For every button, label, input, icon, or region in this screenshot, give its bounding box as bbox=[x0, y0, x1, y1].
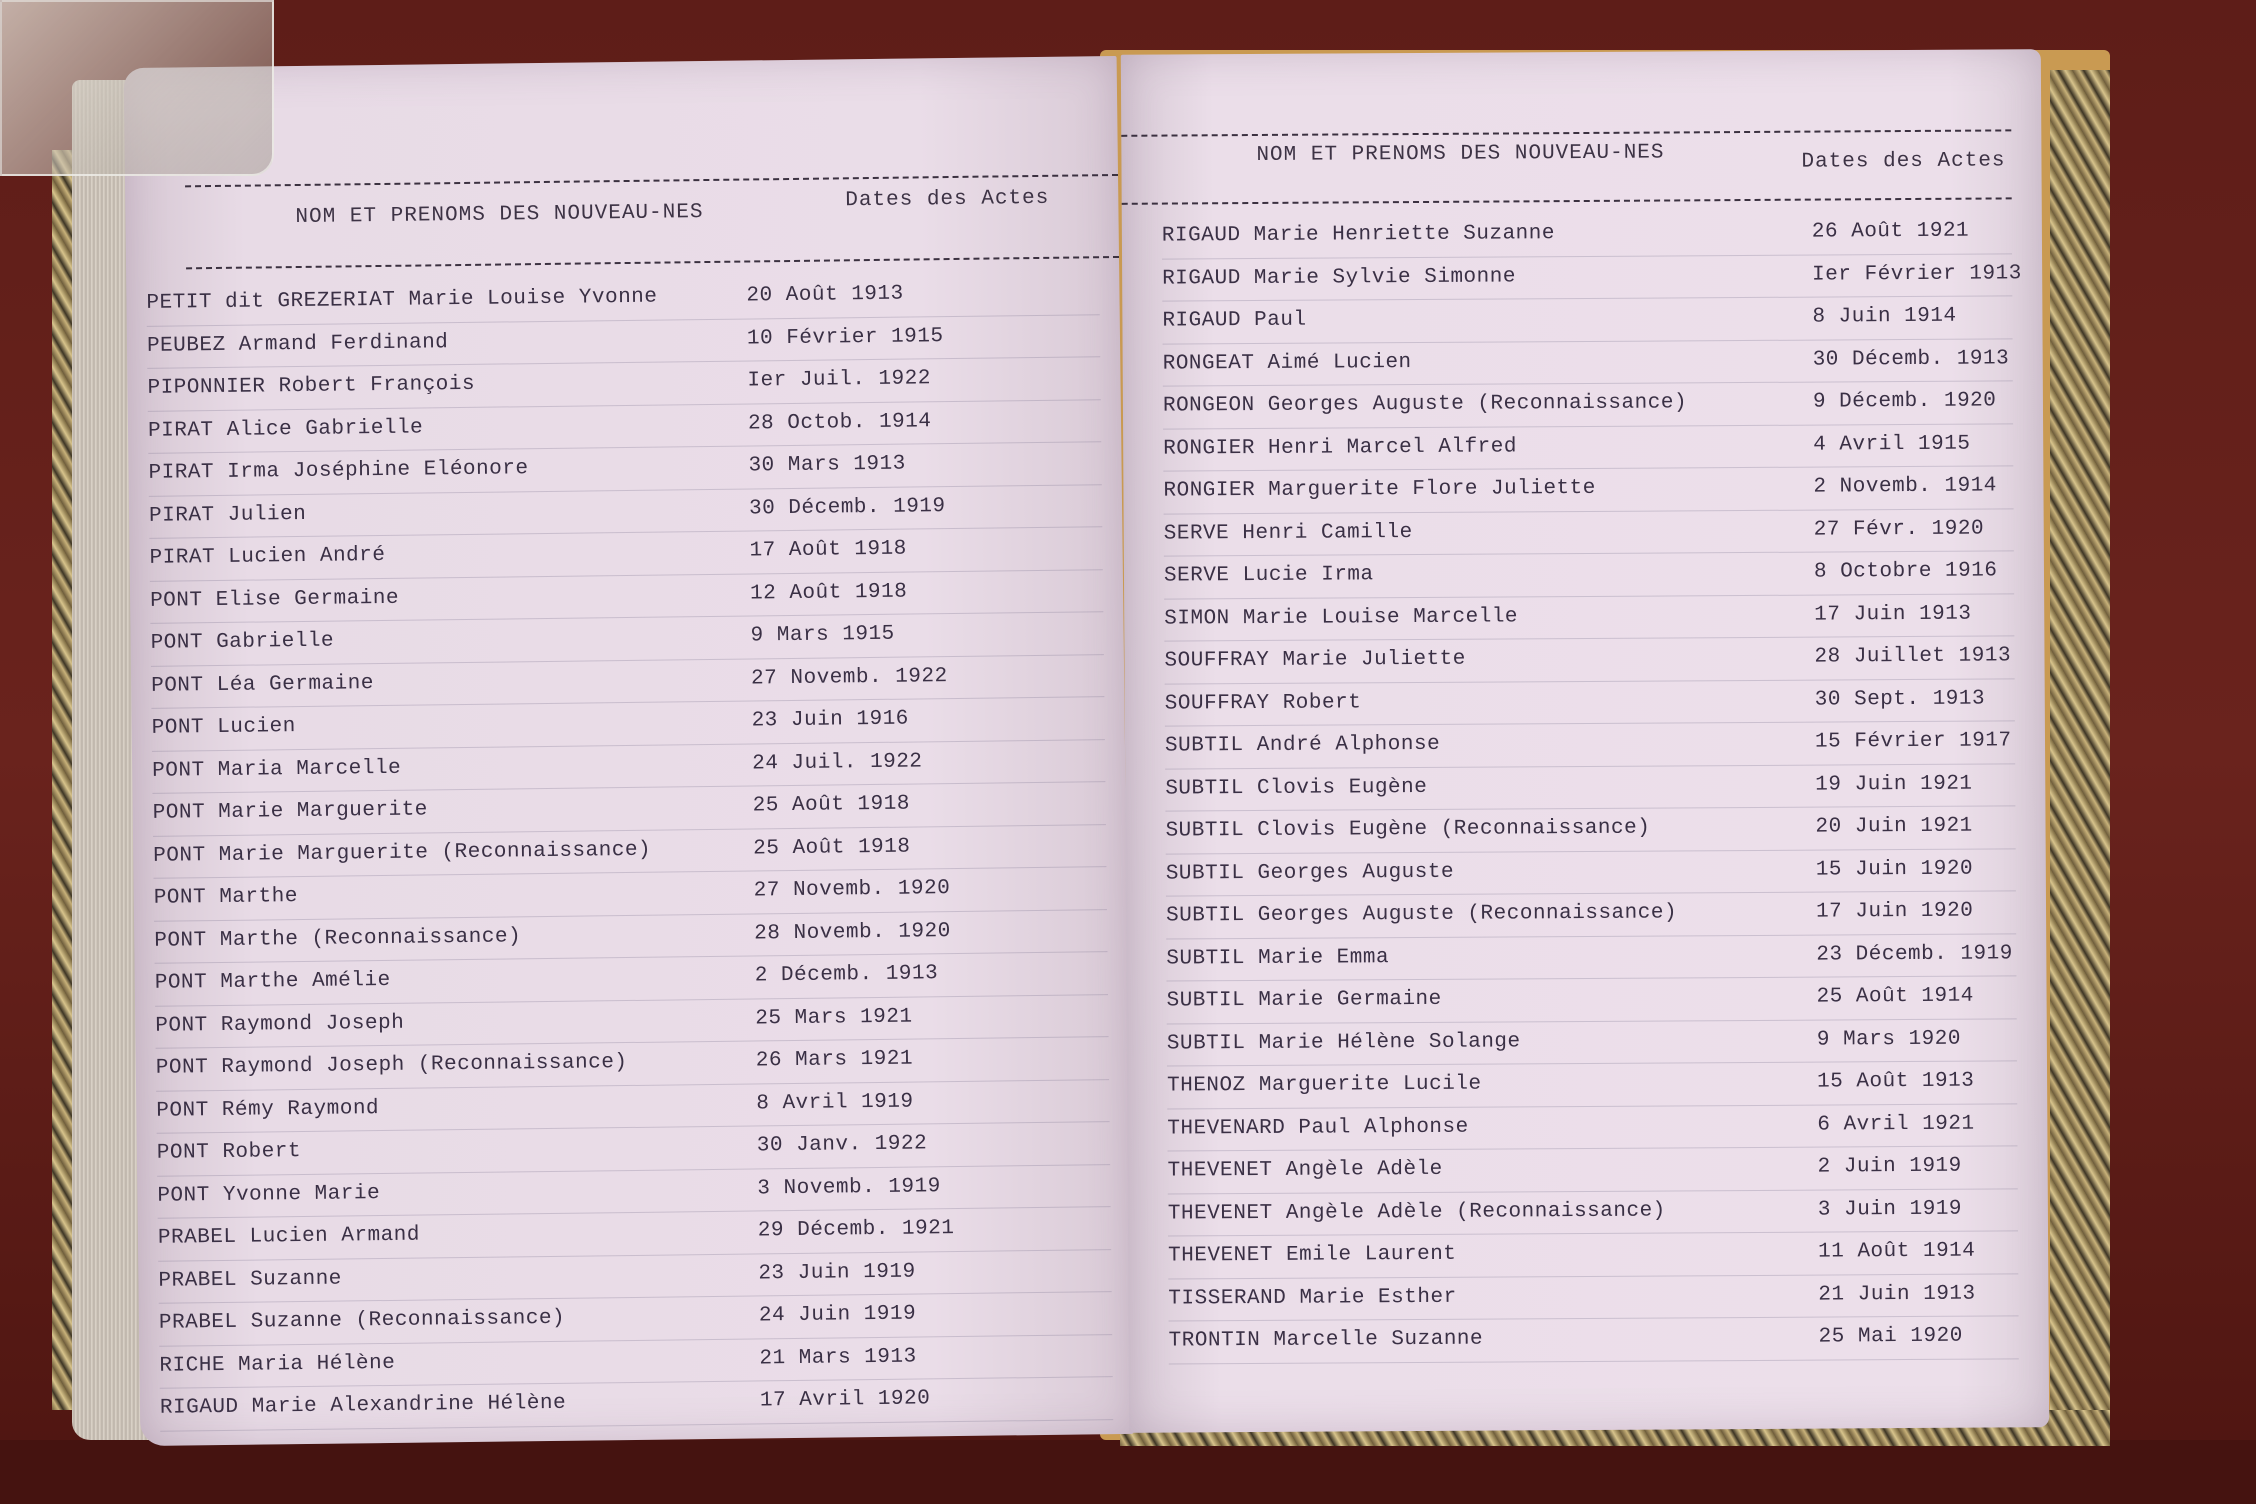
entry-date: 17 Juin 1913 bbox=[1814, 602, 1972, 627]
entry-name: PONT Lucien bbox=[151, 715, 296, 740]
entry-name: RONGIER Henri Marcel Alfred bbox=[1163, 434, 1518, 461]
register-row bbox=[1167, 1061, 2017, 1109]
entry-date: 26 Mars 1921 bbox=[755, 1047, 914, 1073]
entry-name: PONT Elise Germaine bbox=[149, 586, 400, 613]
entry-date: 23 Juin 1919 bbox=[758, 1260, 916, 1285]
column-header-date: Dates des Actes bbox=[845, 186, 1050, 213]
register-row bbox=[1165, 764, 2015, 812]
entry-name: PONT Léa Germaine bbox=[151, 671, 375, 698]
entry-date: 21 Mars 1913 bbox=[759, 1345, 917, 1370]
entry-date: 8 Avril 1919 bbox=[756, 1090, 914, 1115]
entry-date: 26 Août 1921 bbox=[1811, 219, 1970, 244]
entry-date: 4 Avril 1915 bbox=[1813, 432, 1971, 457]
entry-name: PONT Marie Marguerite (Reconnaissance) bbox=[153, 838, 652, 868]
register-row bbox=[1165, 721, 2015, 769]
entry-date: Ier Février 1913 bbox=[1812, 261, 2022, 287]
register-row bbox=[1164, 636, 2014, 684]
entry-date: 24 Juin 1919 bbox=[758, 1302, 917, 1328]
entry-date: 30 Décemb. 1919 bbox=[748, 494, 946, 521]
register-row bbox=[1163, 424, 2013, 472]
entry-date: 15 Août 1913 bbox=[1817, 1069, 1975, 1094]
entry-name: PONT Robert bbox=[156, 1140, 302, 1165]
register-row bbox=[1165, 806, 2015, 854]
entry-name: SUBTIL Georges Auguste (Reconnaissance) bbox=[1165, 901, 1678, 928]
register-row bbox=[1162, 211, 2012, 259]
entry-name: SUBTIL Marie Emma bbox=[1166, 945, 1390, 971]
register-row bbox=[1166, 976, 2016, 1024]
entry-date: 28 Octob. 1914 bbox=[747, 409, 932, 436]
entry-date: 15 Février 1917 bbox=[1814, 729, 2012, 754]
register-row bbox=[1166, 934, 2016, 982]
entry-name: PRABEL Suzanne bbox=[158, 1267, 343, 1293]
register-row bbox=[1163, 381, 2013, 429]
register-row bbox=[1167, 1019, 2017, 1067]
marbled-cover-right bbox=[2050, 70, 2110, 1440]
entry-name: PONT Rémy Raymond bbox=[156, 1096, 380, 1123]
entry-name: SERVE Lucie Irma bbox=[1163, 563, 1374, 588]
entry-date: 2 Novemb. 1914 bbox=[1813, 474, 1997, 499]
entry-date: 9 Mars 1915 bbox=[750, 622, 895, 648]
entry-name: RIGAUD Marie Sylvie Simonne bbox=[1162, 264, 1516, 291]
plastic-clip bbox=[0, 0, 274, 176]
entry-name: PONT Maria Marcelle bbox=[152, 756, 402, 783]
table-edge bbox=[0, 1440, 2256, 1504]
entry-name: SOUFFRAY Robert bbox=[1164, 690, 1362, 716]
entry-date: 27 Févr. 1920 bbox=[1813, 517, 1985, 542]
entry-date: 9 Mars 1920 bbox=[1816, 1027, 1962, 1052]
entry-name: PETIT dit GREZERIAT Marie Louise Yvonne bbox=[146, 285, 658, 315]
entry-date: 29 Décemb. 1921 bbox=[757, 1217, 955, 1243]
register-list-right bbox=[1122, 211, 2049, 1364]
entry-name: PIPONNIER Robert François bbox=[147, 372, 476, 400]
entry-name: SERVE Henri Camille bbox=[1163, 520, 1413, 546]
entry-name: SUBTIL Marie Hélène Solange bbox=[1166, 1029, 1521, 1056]
entry-name: RONGEON Georges Auguste (Reconnaissance) bbox=[1162, 391, 1688, 418]
entry-name: PRABEL Suzanne (Reconnaissance) bbox=[158, 1306, 566, 1335]
entry-name: SOUFFRAY Marie Juliette bbox=[1164, 647, 1466, 673]
entry-name: PIRAT Alice Gabrielle bbox=[147, 415, 424, 443]
entry-date: 2 Décemb. 1913 bbox=[754, 962, 939, 988]
column-header-name: NOM ET PRENOMS DES NOUVEAU-NES bbox=[1256, 141, 1665, 167]
entry-date: 15 Juin 1920 bbox=[1815, 857, 1974, 882]
entry-name: RICHE Maria Hélène bbox=[159, 1351, 396, 1378]
register-list-left bbox=[126, 272, 1133, 1432]
entry-name: RIGAUD Marie Henriette Suzanne bbox=[1161, 222, 1556, 248]
register-row bbox=[1166, 891, 2016, 939]
entry-date: 24 Juil. 1922 bbox=[752, 749, 923, 775]
entry-date: 10 Février 1915 bbox=[746, 324, 944, 351]
entry-date: 27 Novemb. 1920 bbox=[753, 877, 951, 903]
entry-name: TRONTIN Marcelle Suzanne bbox=[1168, 1327, 1484, 1353]
entry-date: 6 Avril 1921 bbox=[1817, 1112, 1975, 1137]
entry-date: 28 Novemb. 1920 bbox=[754, 919, 951, 945]
register-row bbox=[1167, 1104, 2017, 1152]
entry-name: SUBTIL Clovis Eugène (Reconnaissance) bbox=[1165, 816, 1651, 843]
entry-name: RIGAUD Paul bbox=[1162, 308, 1307, 333]
entry-date: 30 Décemb. 1913 bbox=[1812, 346, 2010, 372]
register-row bbox=[1162, 254, 2022, 302]
entry-date: 30 Janv. 1922 bbox=[756, 1132, 928, 1158]
entry-name: SUBTIL André Alphonse bbox=[1164, 732, 1441, 758]
register-row bbox=[1168, 1146, 2018, 1194]
entry-name: PONT Marthe bbox=[153, 885, 299, 910]
entry-date: 8 Octobre 1916 bbox=[1813, 559, 1998, 584]
entry-name: PONT Raymond Joseph (Reconnaissance) bbox=[155, 1051, 628, 1080]
register-row bbox=[1168, 1189, 2018, 1237]
register-row bbox=[1164, 594, 2014, 642]
entry-date: 23 Décemb. 1919 bbox=[1816, 941, 2013, 967]
entry-date: 9 Décemb. 1920 bbox=[1812, 389, 1997, 414]
entry-date: 23 Juin 1916 bbox=[751, 707, 910, 733]
register-row bbox=[1162, 296, 2012, 344]
entry-date: 2 Juin 1919 bbox=[1817, 1154, 1962, 1179]
entry-name: SUBTIL Georges Auguste bbox=[1165, 860, 1455, 886]
entry-name: THEVENET Angèle Adèle bbox=[1167, 1157, 1443, 1183]
entry-date: 25 Mars 1921 bbox=[755, 1005, 913, 1030]
register-row bbox=[1164, 509, 2014, 557]
register-row bbox=[1169, 1316, 2019, 1364]
entry-date: 28 Juillet 1913 bbox=[1814, 644, 2012, 669]
entry-name: RONGIER Marguerite Flore Juliette bbox=[1163, 476, 1596, 503]
entry-date: 30 Sept. 1913 bbox=[1814, 687, 1986, 712]
entry-name: PONT Raymond Joseph bbox=[155, 1011, 405, 1038]
entry-name: SUBTIL Clovis Eugène bbox=[1165, 775, 1428, 801]
entry-name: SUBTIL Marie Germaine bbox=[1166, 987, 1442, 1013]
entry-name: THENOZ Marguerite Lucile bbox=[1167, 1072, 1482, 1098]
entry-date: 27 Novemb. 1922 bbox=[750, 664, 948, 690]
entry-name: THEVENARD Paul Alphonse bbox=[1167, 1115, 1469, 1141]
entry-name: PONT Yvonne Marie bbox=[157, 1181, 381, 1208]
entry-name: PONT Marie Marguerite bbox=[152, 798, 429, 825]
entry-date: 25 Août 1918 bbox=[752, 792, 911, 818]
dashed-rule bbox=[186, 256, 1119, 269]
right-page bbox=[1121, 49, 2049, 1433]
entry-name: PEUBEZ Armand Ferdinand bbox=[146, 330, 449, 358]
entry-date: 3 Novemb. 1919 bbox=[757, 1174, 941, 1200]
register-row bbox=[1166, 849, 2016, 897]
entry-name: THEVENET Angèle Adèle (Reconnaissance) bbox=[1167, 1199, 1666, 1226]
entry-name: PONT Marthe (Reconnaissance) bbox=[154, 924, 522, 953]
left-page bbox=[124, 56, 1134, 1446]
entry-date: 17 Avril 1920 bbox=[759, 1387, 931, 1413]
entry-name: PRABEL Lucien Armand bbox=[157, 1223, 421, 1250]
entry-name: RONGEAT Aimé Lucien bbox=[1162, 350, 1412, 376]
entry-name: PIRAT Irma Joséphine Eléonore bbox=[148, 457, 529, 485]
entry-name: PIRAT Julien bbox=[148, 502, 307, 528]
entry-date: 25 Mai 1920 bbox=[1818, 1324, 1963, 1349]
dashed-rule bbox=[1122, 197, 2012, 204]
entry-name: THEVENET Emile Laurent bbox=[1168, 1242, 1457, 1268]
entry-date: 21 Juin 1913 bbox=[1818, 1282, 1976, 1307]
column-header-name: NOM ET PRENOMS DES NOUVEAU-NES bbox=[295, 201, 704, 230]
entry-date: 20 Juin 1921 bbox=[1815, 814, 1973, 839]
register-row bbox=[1163, 339, 2013, 387]
entry-name: PONT Gabrielle bbox=[150, 629, 335, 655]
entry-date: 20 Août 1913 bbox=[746, 282, 904, 308]
entry-date: 3 Juin 1919 bbox=[1817, 1197, 1963, 1222]
entry-date: Ier Juil. 1922 bbox=[747, 367, 932, 393]
register-row bbox=[1168, 1231, 2018, 1279]
entry-date: 19 Juin 1921 bbox=[1815, 772, 1973, 797]
entry-date: 17 Juin 1920 bbox=[1815, 899, 1974, 924]
entry-name: TISSERAND Marie Esther bbox=[1168, 1285, 1457, 1311]
entry-date: 17 Août 1918 bbox=[749, 537, 907, 563]
register-row bbox=[1163, 466, 2013, 514]
entry-date: 8 Juin 1914 bbox=[1812, 304, 1957, 329]
register-row bbox=[1168, 1274, 2018, 1322]
register-row bbox=[1164, 551, 2014, 599]
column-header-date: Dates des Actes bbox=[1801, 149, 2006, 174]
entry-date: 11 Août 1914 bbox=[1818, 1239, 1976, 1264]
entry-date: 25 Août 1918 bbox=[753, 835, 911, 860]
entry-name: RIGAUD Marie Alexandrine Hélène bbox=[159, 1391, 567, 1420]
entry-date: 12 Août 1918 bbox=[749, 580, 908, 606]
entry-name: PIRAT Lucien André bbox=[149, 543, 386, 570]
entry-name: SIMON Marie Louise Marcelle bbox=[1164, 604, 1519, 631]
entry-name: PONT Marthe Amélie bbox=[154, 968, 391, 995]
dashed-rule bbox=[185, 174, 1118, 187]
register-row bbox=[1165, 679, 2015, 727]
entry-date: 25 Août 1914 bbox=[1816, 984, 1974, 1009]
dashed-rule bbox=[1121, 129, 2011, 136]
entry-date: 30 Mars 1913 bbox=[748, 452, 906, 478]
